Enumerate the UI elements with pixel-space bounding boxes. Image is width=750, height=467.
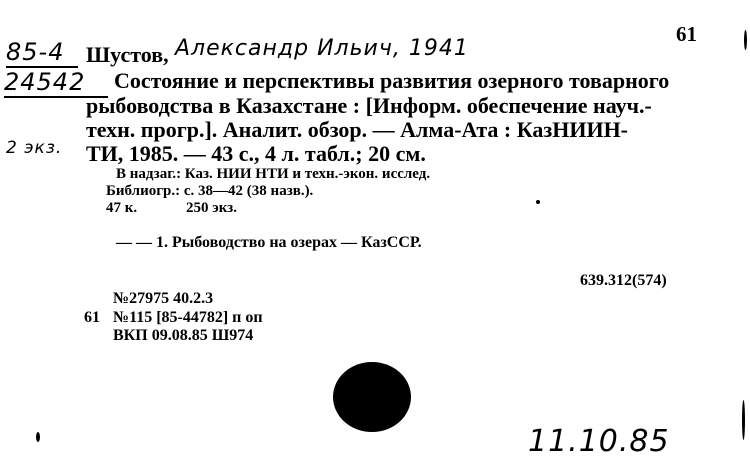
title-line: рыбоводства в Казахстане : [Информ. обеспечение науч.- xyxy=(86,93,652,118)
ink-speck xyxy=(744,30,747,50)
order-prefix: 61 xyxy=(84,309,100,326)
order-line: ВКП 09.08.85 Ш974 xyxy=(113,327,254,344)
title-line: ТИ, 1985. — 43 с., 4 л. табл.; 20 см. xyxy=(86,141,426,166)
title-line: техн. прогр.]. Аналит. обзор. — Алма-Ата : КазНИИН- xyxy=(86,117,629,142)
classification-code: 639.312(574) xyxy=(580,272,667,289)
order-line: №115 [85-44782] п оп xyxy=(113,309,263,326)
ink-speck xyxy=(742,400,745,440)
handwritten-date: 11.10.85 xyxy=(528,424,670,459)
subject-heading: — — 1. Рыбоводство на озерах — КазССР. xyxy=(116,234,422,251)
title-line: Состояние и перспективы развития озерного товарного xyxy=(114,68,670,93)
order-line: №27975 40.2.3 xyxy=(113,290,214,307)
note-bibliography: Библиогр.: с. 38—42 (38 назв.). xyxy=(106,183,314,199)
author-handwritten: Александр Ильич, 1941 xyxy=(175,36,469,61)
card-hole xyxy=(333,362,411,432)
note-header: В надзаг.: Каз. НИИ НТИ и техн.-экон. исслед. xyxy=(116,166,431,182)
ink-speck xyxy=(36,432,40,442)
handwritten-inventory: 24542 xyxy=(4,68,86,96)
ink-speck xyxy=(536,200,540,204)
handwritten-copies: 2 экз. xyxy=(6,138,63,158)
card-number: 61 xyxy=(676,22,697,46)
note-count: 47 к. xyxy=(106,200,138,216)
handwritten-code: 85-4 xyxy=(6,38,65,66)
author-name: Шустов, xyxy=(86,42,169,67)
note-copies: 250 экз. xyxy=(186,200,237,216)
